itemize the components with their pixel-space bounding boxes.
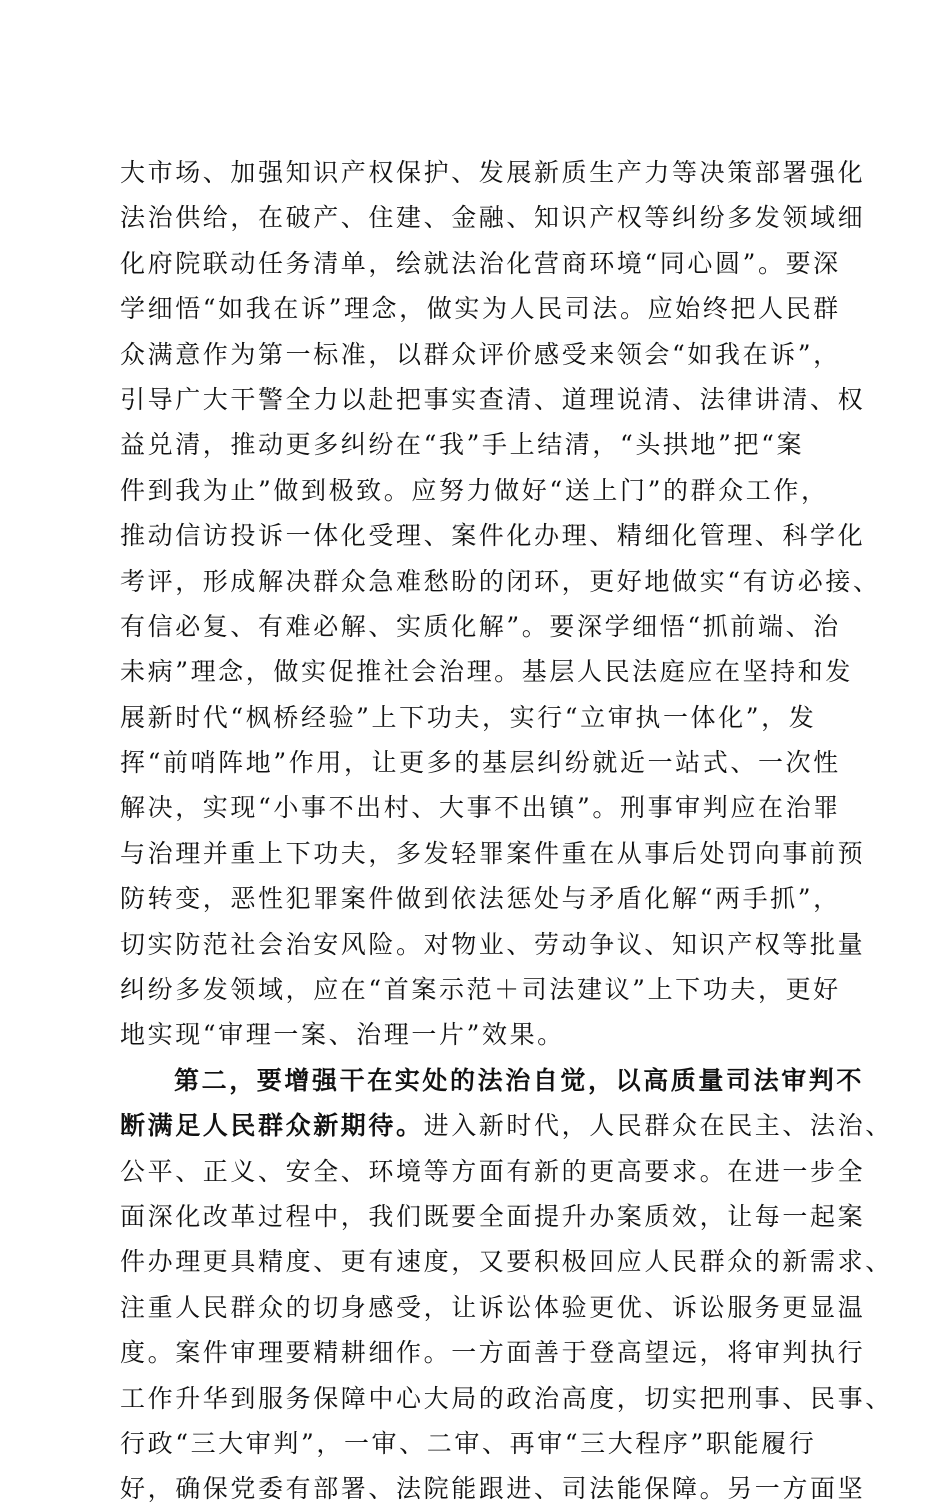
body-text: 展新时代“枫桥经验”上下功夫，实行“立审执一体化”，发 (120, 702, 817, 732)
body-text: 未病”理念，做实促推社会治理。基层人民法庭应在坚持和发 (120, 657, 853, 687)
body-text: 件办理更具精度、更有速度，又要积极回应人民群众的新需求、 (120, 1247, 893, 1277)
text-line (120, 785, 841, 830)
body-text: 工作升华到服务保障中心大局的政治高度，切实把刑事、民事、 (120, 1383, 893, 1413)
body-text: 纠纷多发领域，应在“首案示范＋司法建议”上下功夫，更好 (120, 975, 841, 1005)
text-line (120, 604, 841, 649)
text-line (120, 332, 841, 377)
text-line (120, 468, 832, 513)
text-line (120, 1058, 865, 1103)
text-line (120, 1103, 893, 1148)
text-line (120, 1149, 866, 1194)
text-line (120, 377, 866, 422)
text-line (120, 1194, 866, 1239)
text-line (120, 922, 866, 967)
bold-heading-text: 第二，要增强干在实处的法治自觉，以高质量司法审判不 (174, 1065, 865, 1095)
body-text: 有信必复、有难必解、实质化解”。要深学细悟“抓前端、治 (120, 611, 841, 641)
bold-heading-text: 断满足人民群众新期待。 (120, 1111, 424, 1141)
text-line (120, 195, 866, 240)
text-line (120, 559, 881, 604)
body-text: 大市场、加强知识产权保护、发展新质生产力等决策部署强化 (120, 158, 866, 187)
body-text: 进入新时代，人民群众在民主、法治、 (423, 1111, 893, 1141)
body-text: 法治供给，在破产、住建、金融、知识产权等纠纷多发领域细 (120, 203, 866, 233)
body-text: 众满意作为第一标准，以群众评价感受来领会“如我在诉”， (120, 339, 841, 369)
body-text: 行政“三大审判”，一审、二审、再审“三大程序”职能履行 (120, 1428, 817, 1458)
text-line (120, 831, 866, 876)
text-line (120, 649, 853, 694)
document-page (120, 150, 893, 1512)
text-line (120, 1239, 893, 1284)
text-line (120, 241, 841, 286)
text-line (120, 1330, 866, 1375)
body-text: 推动信访投诉一体化受理、案件化办理、精细化管理、科学化 (120, 521, 866, 551)
body-text: 解决，实现“小事不出村、大事不出镇”。刑事审判应在治罪 (120, 793, 841, 823)
body-text: 地实现“审理一案、治理一片”效果。 (120, 1020, 565, 1050)
body-text: 好，确保党委有部署、法院能跟进、司法能保障。另一方面坚 (120, 1474, 866, 1504)
text-line (120, 422, 832, 467)
body-text: 度。案件审理要精耕细作。一方面善于登高望远，将审判执行 (120, 1338, 866, 1368)
text-line (120, 1376, 893, 1421)
body-text: 益兑清，推动更多纠纷在“我”手上结清，“头拱地”把“案 (120, 430, 805, 460)
body-text: 与治理并重上下功夫，多发轻罪案件重在从事后处罚向事前预 (120, 838, 866, 868)
text-line (120, 513, 866, 558)
text-line (120, 1012, 832, 1057)
body-text: 挥“前哨阵地”作用，让更多的基层纠纷就近一站式、一次性 (120, 748, 841, 778)
body-text: 件到我为止”做到极致。应努力做好“送上门”的群众工作， (120, 475, 829, 505)
text-line (120, 740, 841, 785)
body-text: 面深化改革过程中，我们既要全面提升办案质效，让每一起案 (120, 1201, 866, 1231)
text-line (120, 1285, 866, 1330)
text-line (120, 967, 841, 1012)
body-text: 学细悟“如我在诉”理念，做实为人民司法。应始终把人民群 (120, 294, 841, 324)
text-line (120, 1466, 866, 1511)
text-line (120, 150, 866, 195)
body-text: 考评，形成解决群众急难愁盼的闭环，更好地做实“有访必接、 (120, 566, 881, 596)
text-line (120, 695, 832, 740)
body-text: 引导广大干警全力以赴把事实查清、道理说清、法律讲清、权 (120, 384, 866, 414)
body-text: 注重人民群众的切身感受，让诉讼体验更优、诉讼服务更显温 (120, 1292, 866, 1322)
body-text: 公平、正义、安全、环境等方面有新的更高要求。在进一步全 (120, 1156, 866, 1186)
body-text: 防转变，恶性犯罪案件做到依法惩处与矛盾化解“两手抓”， (120, 884, 841, 914)
text-line (120, 286, 841, 331)
text-line (120, 1421, 832, 1466)
text-line (120, 876, 841, 921)
body-text: 化府院联动任务清单，绘就法治化营商环境“同心圆”。要深 (120, 248, 841, 278)
body-text: 切实防范社会治安风险。对物业、劳动争议、知识产权等批量 (120, 929, 866, 959)
